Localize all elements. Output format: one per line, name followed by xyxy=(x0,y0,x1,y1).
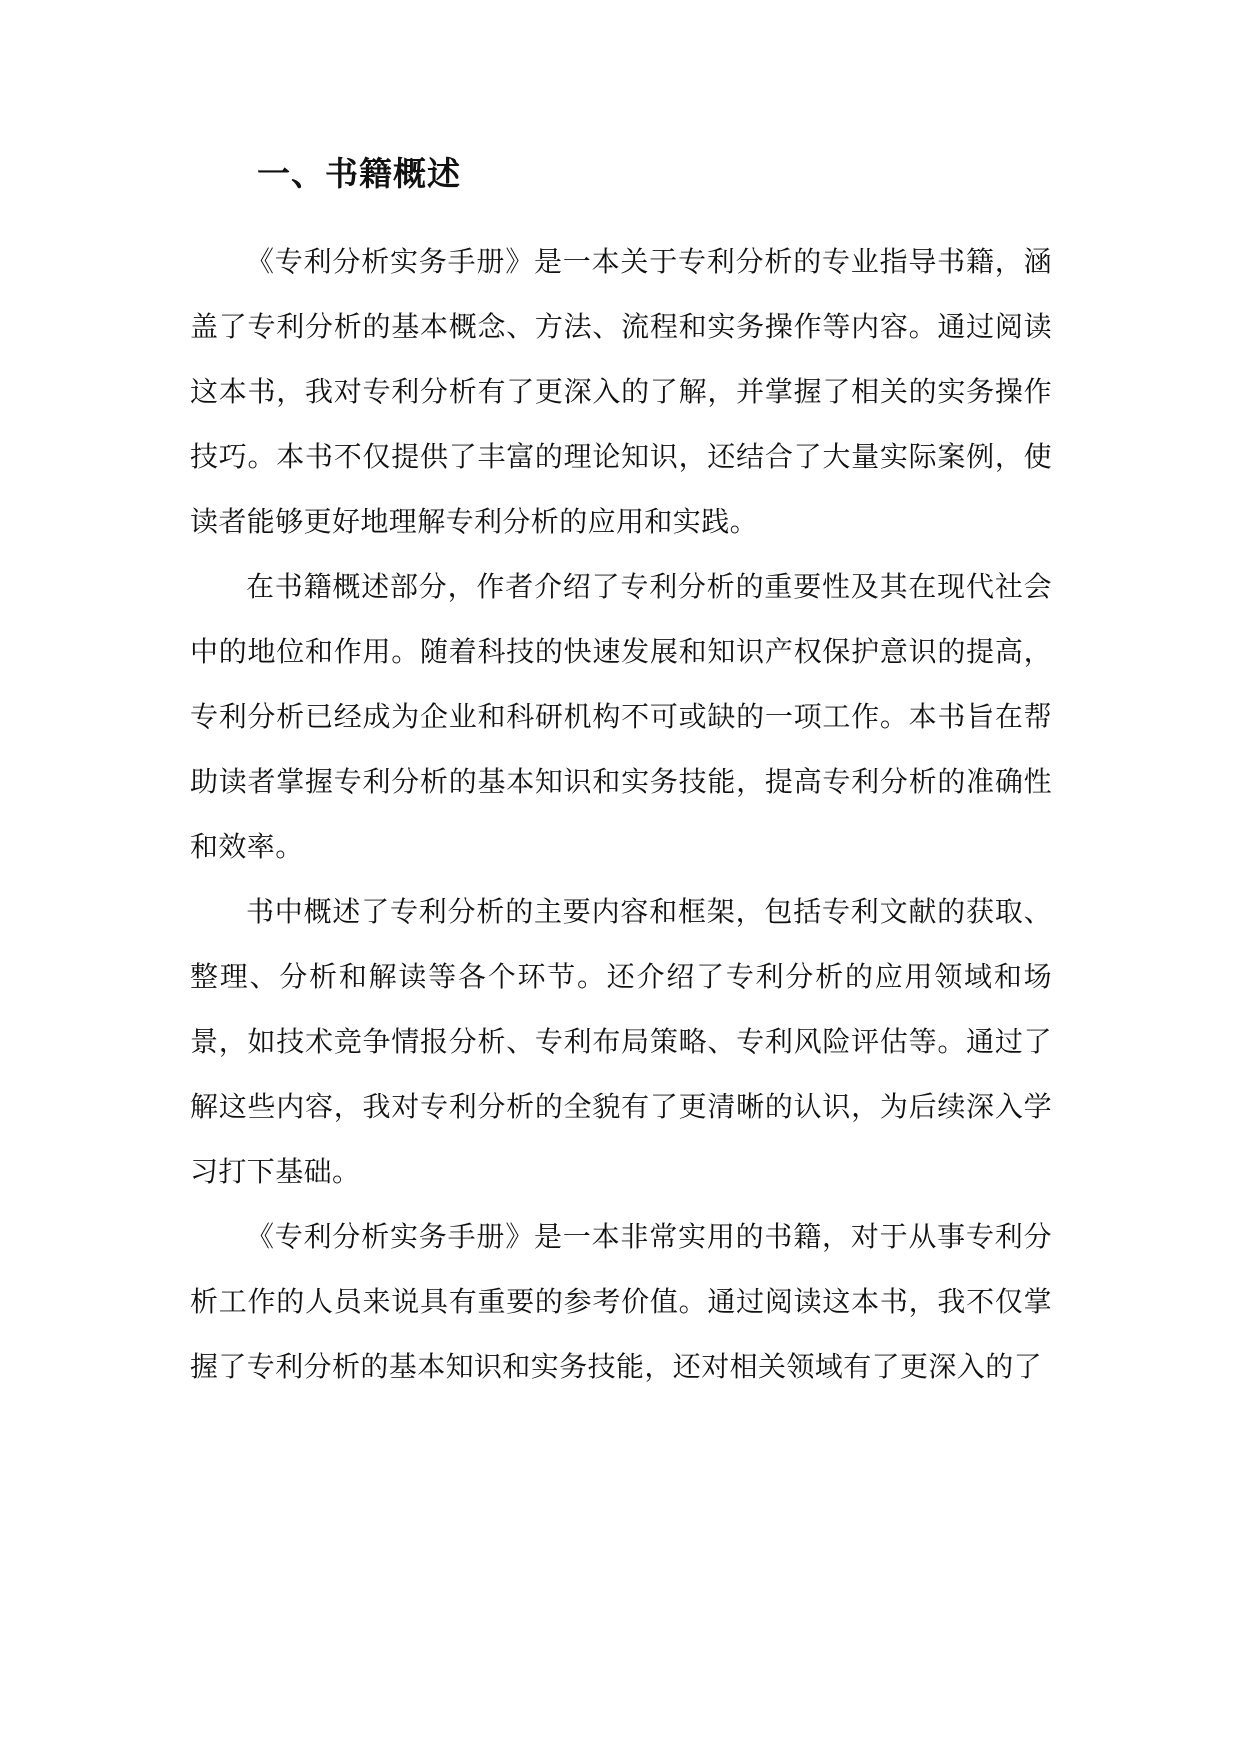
paragraph-4: 《专利分析实务手册》是一本非常实用的书籍，对于从事专利分析工作的人员来说具有重要的参考价值。通过阅读这本书，我不仅掌握了专利分析的基本知识和实务技能，还对相关领域有了更深入的了 xyxy=(190,1220,1052,1383)
document-body xyxy=(190,229,1052,1399)
paragraph-3: 书中概述了专利分析的主要内容和框架，包括专利文献的获取、整理、分析和解读等各个环节。还介绍了专利分析的应用领域和场景，如技术竞争情报分析、专利布局策略、专利风险评估等。通过了解这些内容，我对专利分析的全貌有了更清晰的认识，为后续深入学习打下基础。 xyxy=(190,895,1052,1188)
section-heading: 一、书籍概述 xyxy=(257,154,461,193)
paragraph-2: 在书籍概述部分，作者介绍了专利分析的重要性及其在现代社会中的地位和作用。随着科技的快速发展和知识产权保护意识的提高，专利分析已经成为企业和科研机构不可或缺的一项工作。本书旨在帮助读者掌握专利分析的基本知识和实务技能，提高专利分析的准确性和效率。 xyxy=(190,570,1052,863)
paragraph-1: 《专利分析实务手册》是一本关于专利分析的专业指导书籍，涵盖了专利分析的基本概念、方法、流程和实务操作等内容。通过阅读这本书，我对专利分析有了更深入的了解，并掌握了相关的实务操作技巧。本书不仅提供了丰富的理论知识，还结合了大量实际案例，使读者能够更好地理解专利分析的应用和实践。 xyxy=(190,245,1052,538)
